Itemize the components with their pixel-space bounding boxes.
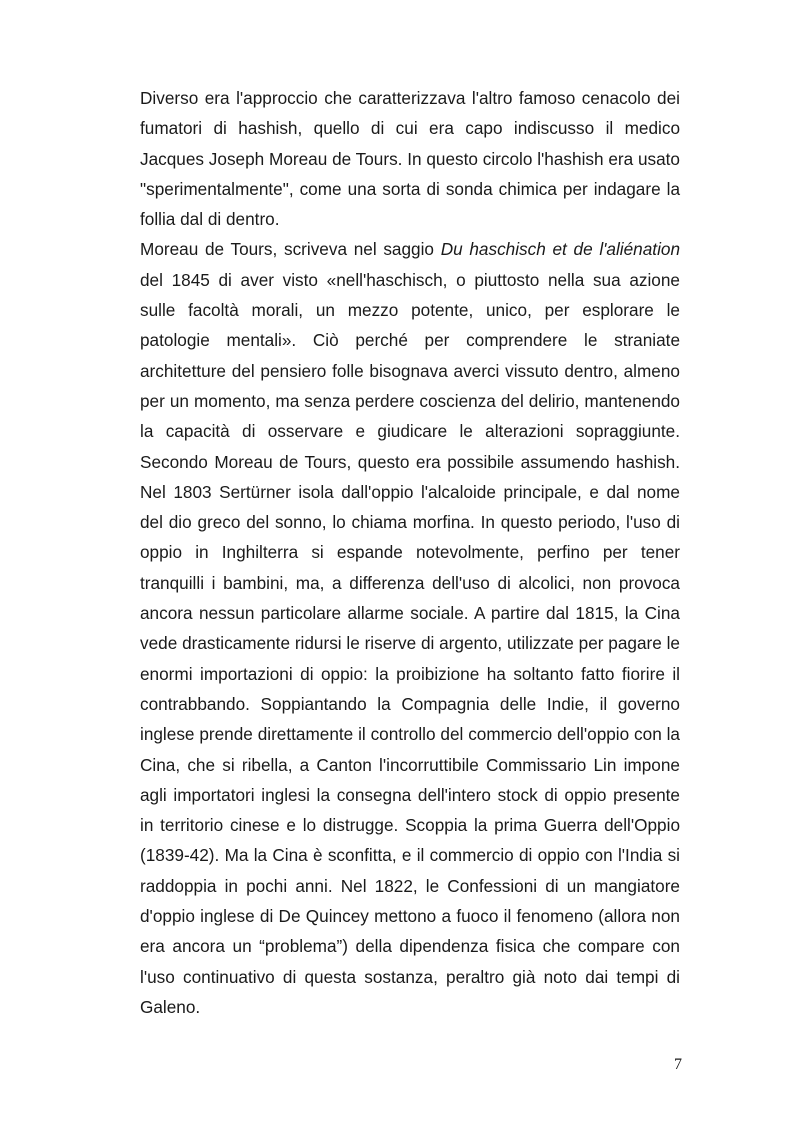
page-number: 7 (674, 1056, 682, 1073)
paragraph-body: del 1845 di aver visto «nell'haschisch, o piuttosto nella sua azione sulle facoltà morali, un mezzo potente, unico, per esplorare le patologie mentali». Ciò perché per comprendere le straniate architetture del pensiero folle bisognava averci vissuto dentro, almeno per un momento, ma senza perdere coscienza del delirio, mantenendo la capacità di osservare e giudicare le alterazioni sopraggiunte. Secondo Moreau de Tours, questo era possibile assumendo hashish. Nel 1803 Sertürner isola dall'oppio l'alcaloide principale, e dal nome del dio greco del sonno, lo chiama morfina. In questo periodo, l'uso di oppio in Inghilterra si espande notevolmente, perfino per tener tranquilli i bambini, ma, a differenza dell'uso di alcolici, non provoca ancora nessun particolare allarme sociale. A partire dal 1815, la Cina vede drasticamente ridursi le riserve di argento, utilizzate per pagare le enormi importazioni di oppio: la proibizione ha soltanto fatto fiorire il contrabbando. Soppiantando la Compagnia delle Indie, il governo inglese prende direttamente il controllo del commercio dell'oppio con la Cina, che si ribella, a Canton l'incorruttibile Commissario Lin impone agli importatori inglesi la consegna dell'intero stock di oppio presente in territorio cinese e lo distrugge. Scoppia la prima Guerra dell'Oppio (1839-42). Ma la Cina è sconfitta, e il commercio di oppio con l'India si raddoppia in pochi anni. Nel 1822, le Confessioni di un mangiatore d'oppio inglese di De Quincey mettono a fuoco il fenomeno (allora non era ancora un “problema”) della dipendenza fisica che compare con l'uso continuativo di questa sostanza, peraltro già noto dai tempi di Galeno. (140, 269, 680, 1017)
paragraph-intro: Moreau de Tours, scriveva nel saggio (140, 239, 441, 260)
paragraph-cenacolo: Diverso era l'approccio che caratterizzava l'altro famoso cenacolo dei fumatori di hashish, quello di cui era capo indiscusso il medico Jacques Joseph Moreau de Tours. In questo circolo l'hashish era usato "sperimentalmente", come una sorta di sonda chimica per indagare la follia dal di dentro. (140, 88, 680, 230)
body-text (140, 83, 680, 1022)
paragraph-moreau (140, 234, 680, 1022)
book-title: Du haschisch et de l'aliénation (440, 239, 681, 260)
